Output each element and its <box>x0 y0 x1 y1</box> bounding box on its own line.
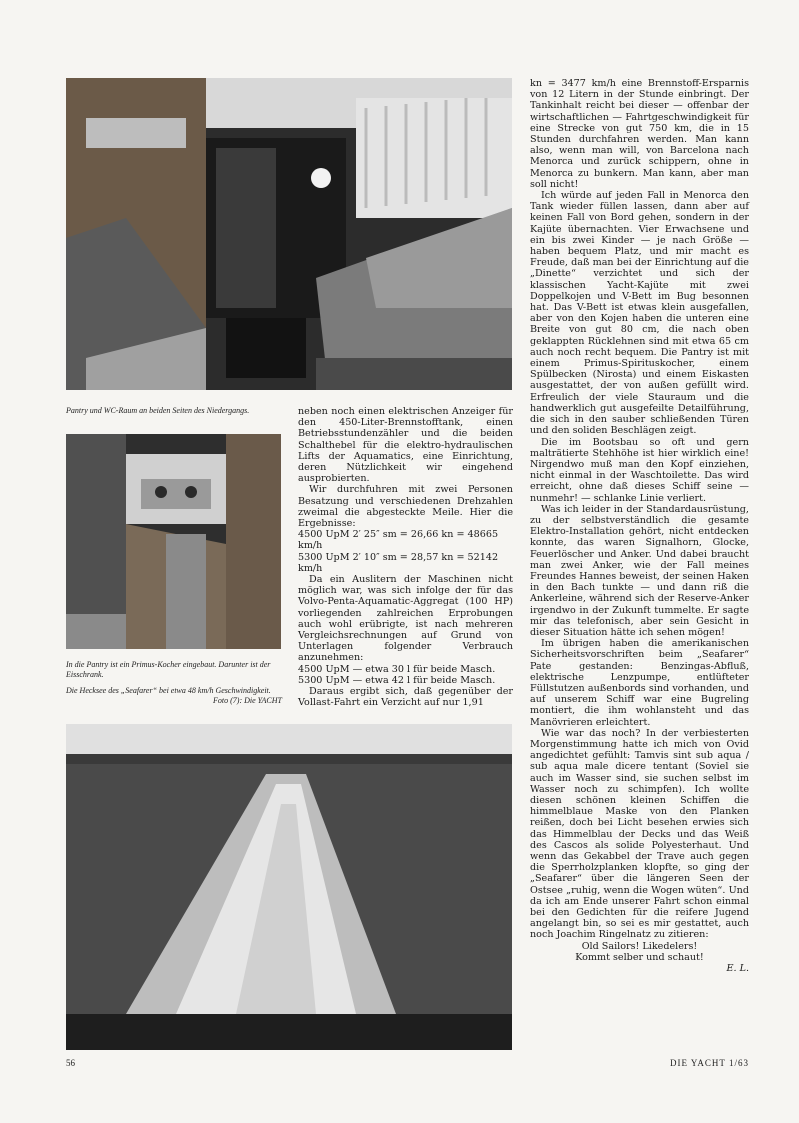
paragraph: Daraus ergibt sich, daß gegenüber der Vollast-Fahrt ein Verzicht auf nur 1,91 <box>298 686 513 709</box>
poem-line: Old Sailors! Likedelers! <box>581 940 698 952</box>
photo-credit: Foto (7): Die YACHT <box>213 696 282 705</box>
paragraph: Ich würde auf jeden Fall in Menorca den Tank wieder füllen lassen, dann aber auf keinen Fall von Bord gehen, sondern in der Kajüte übernachten. Vier Erwachsene und ein bis zwei Kinder — je nach Größe — haben bequem Platz, und mir macht es Freude, daß man bei der Einrichtung auf die „Dinette“ verzichtet und sich der klassischen Yacht-Kajüte mit zwei Doppelkojen und V-Bett im Bug besonnen hat. Das V-Bett ist etwas klein ausgefallen, aber von den Kojen haben die unteren eine Breite von gut 80 cm, die nach oben geklappten Rücklehnen sind mit etwa 65 cm auch noch recht bequem. Die Pantry ist mit einem Primus-Spirituskocher, einem Spülbecken (Nirosta) und einem Eiskasten ausgestattet, der von außen gefüllt wird. Erfreulich der viele Stauraum und die handwerklich gut ausgefeilte Detailführung, die sich in den sauber schließenden Türen und den soliden Beschlägen zeigt. <box>530 190 749 437</box>
photo-caption-2: In die Pantry ist ein Primus-Kocher eingebaut. Darunter ist der Eisschrank. <box>66 660 271 679</box>
paragraph: Da ein Auslitern der Maschinen nicht möglich war, was sich infolge der für das Volvo-Penta-Aquamatic-Aggregat (100 HP) vorliegenden zahlreichen Erprobungen auch wohl erübrigte, ist nach mehreren Vergleichsrechnungen auf Grund von Unterlagen folgender Verbrauch anzunehmen: <box>298 574 513 664</box>
paragraph: Im übrigen haben die amerikanischen Sicherheitsvorschriften beim „Seafarer“ Pate gestanden: Benzingas-Abfluß, elektrische Lenzpumpe, entlüfteter Füllstutzen außenbords sind vorhanden, und auf unserem Schiff war eine Bugreling montiert, die ihm wohlansteht und das Manövrieren erleichtert. <box>530 638 749 728</box>
middle-column <box>298 406 513 708</box>
paragraph: Was ich leider in der Standardausrüstung, zu der selbstverständlich die gesamte Elektro-Installation gehört, nicht entdecken konnte, das waren Signalhorn, Glocke, Feuerlöscher und Anker. Und dabei braucht man zwei Anker, wie der Fall meines Freundes Hannes beweist, der seinen Haken in den Bach tunkte — und dann riß die Ankerleine, während sich der Reserve-Anker irgendwo in der Zukunft tummelte. Er sagte mir das telefonisch, aber sein Gesicht in dieser Situation hätte ich sehen mögen! <box>530 503 749 638</box>
result-line: 4500 UpM 2′ 25″ sm = 26,66 kn = 48665 km/h <box>298 529 499 552</box>
photo-caption-1: Pantry und WC-Raum an beiden Seiten des Niedergangs. <box>66 406 250 415</box>
result-line: 4500 UpM — etwa 30 l für beide Masch. <box>298 663 496 675</box>
result-line: 5300 UpM 2′ 10″ sm = 28,57 kn = 52142 km/h <box>298 551 499 574</box>
right-column <box>530 78 749 974</box>
page-number: 56 <box>66 1058 75 1068</box>
paragraph: Wir durchfuhren mit zwei Personen Besatzung und verschiedenen Drehzahlen zweimal die abgesteckte Meile. Hier die Ergebnisse: <box>298 484 513 530</box>
author-signature: E. L. <box>726 963 749 975</box>
paragraph: kn = 3477 km/h eine Brennstoff-Ersparnis von 12 Litern in der Stunde einbringt. Der Tankinhalt reicht bei dieser — offenbar der wirtschaftlichen — Fahrtgeschwindigkeit für eine Strecke von gut 750 km, die in 15 Stunden durchfahren werden. Man kann also, wenn man will, von Barcelona nach Menorca und zurück schippern, ohne in Menorca zu bunkern. Man kann, aber man soll nicht! <box>530 78 749 190</box>
pantry-photo <box>66 434 281 649</box>
poem-line: Kommt selber und schaut! <box>575 951 704 963</box>
photo-caption-3 <box>66 686 282 706</box>
paragraph: Wie war das noch? In der verbiesterten Morgenstimmung hatte ich mich von Ovid angedichtet gefühlt: Tamvis sint sub aqua / sub aqua male dicere tentant (Soviel sie auch im Wasser sind, sie suchen selbst im Wasser noch zu schimpfen). Ich wollte diesen schönen kleinen Schiffen die himmelblaue Maske von den Planken reißen, doch bei Licht besehen erwies sich das Himmelblau der Decks und das Weiß des Cascos als solide Polyesterhaut. Und wenn das Gekabbel der Trave auch gegen die Sperrholzplanken klopfte, so ging der „Seafarer“ über die längeren Seen der Ostsee „ruhig, wenn die Wogen wüten“. Und da ich am Ende unserer Fahrt schon einmal bei den Gedichten für die reifere Jugend angelangt bin, so sei es mir gestattet, auch noch Joachim Ringelnatz zu zitieren: <box>530 727 749 941</box>
photo-caption-3-text: Die Hecksee des „Seafarer“ bei etwa 48 km/h Geschwindigkeit. <box>66 686 271 695</box>
paragraph: neben noch einen elektrischen Anzeiger für den 450-Liter-Brennstofftank, einen Betriebsstundenzähler und die beiden Schalthebel für die elektro-hydraulischen Lifts der Aquamatics, eine Einrichtung, deren Nützlichkeit wir eingehend ausprobierten. <box>298 406 513 485</box>
magazine-issue: DIE YACHT 1/63 <box>670 1058 749 1068</box>
paragraph: Die im Bootsbau so oft und gern malträtierte Stehhöhe ist hier wirklich eine! Nirgendwo muß man den Kopf einziehen, nicht einmal in der Waschtoilette. Das wird erreicht, ohne daß dieses Schiff seine — nunmehr! — schlanke Linie verliert. <box>530 436 749 504</box>
result-line: 5300 UpM — etwa 42 l für beide Masch. <box>298 674 496 686</box>
wake-photo <box>66 724 512 1050</box>
cabin-interior-photo <box>66 78 512 390</box>
